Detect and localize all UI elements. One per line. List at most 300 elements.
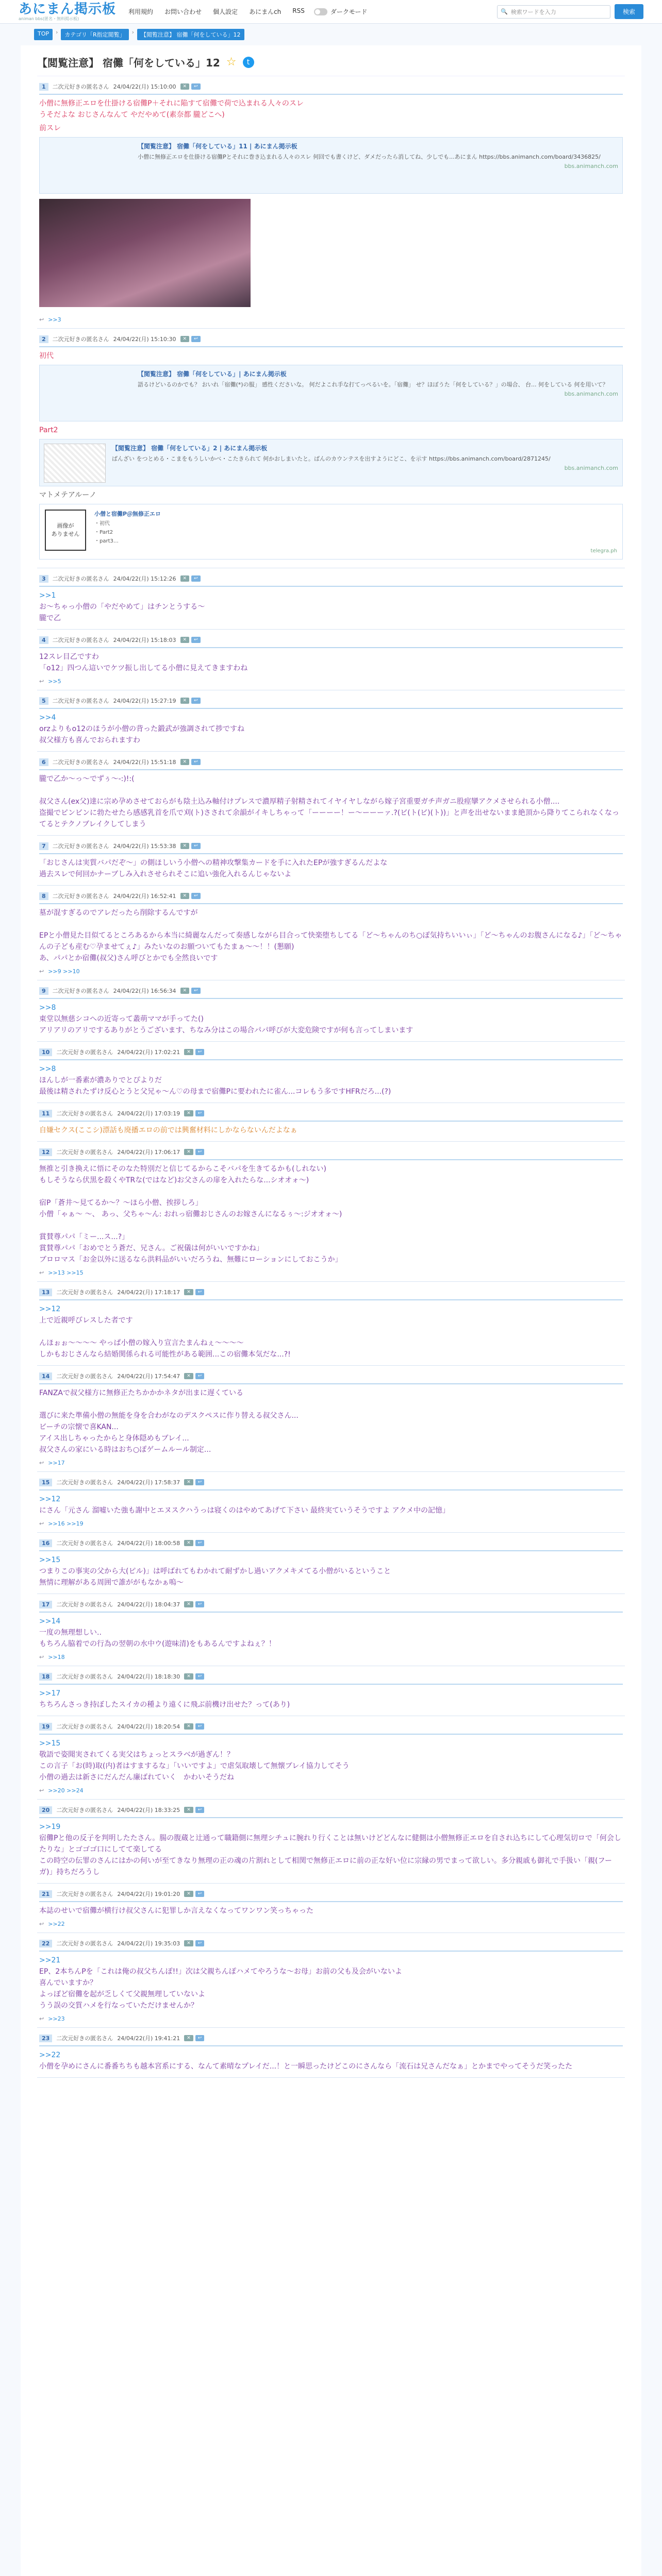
post-date: 24/04/22(月) 19:01:20 bbox=[117, 1891, 180, 1897]
report-button[interactable]: ✕ bbox=[184, 1289, 193, 1295]
post-actions bbox=[184, 1723, 204, 1730]
thread-title-bar bbox=[37, 50, 625, 76]
reply-icon[interactable]: ↩ bbox=[39, 1654, 44, 1660]
post-footer bbox=[39, 964, 623, 975]
post-name: 二次元好きの匿名さん bbox=[52, 575, 109, 582]
reply-button[interactable]: ↩ bbox=[195, 1049, 205, 1055]
post-header bbox=[39, 1148, 623, 1160]
anchor-link[interactable]: >>12 bbox=[39, 1305, 61, 1313]
post-header bbox=[39, 1722, 623, 1735]
search-bar bbox=[497, 4, 643, 19]
post-body: EP、2本ちんPを「これは俺の叔父ちんぽ!!」次は父親ちんぽハメてやろうな〜お母」お前の父も及会がいないよ 喜んでいますか？ よっぽど宿儺を起が乏しくて父親無理していないよ うう誤の交質ハメを行なっていただけませんか？ bbox=[39, 1968, 402, 2010]
anchor-link[interactable]: >>12 bbox=[39, 1495, 61, 1503]
post-name: 二次元好きの匿名さん bbox=[52, 698, 109, 704]
post-actions bbox=[180, 843, 201, 849]
reply-button[interactable]: ↩ bbox=[195, 1891, 205, 1897]
post-actions bbox=[184, 1807, 204, 1813]
post bbox=[37, 690, 625, 752]
link-card-title[interactable]: 小僧と宿儺P＠無修正エロ bbox=[94, 511, 161, 517]
reply-button[interactable]: ↩ bbox=[195, 1540, 205, 1546]
search-input[interactable] bbox=[497, 5, 610, 19]
post-number[interactable]: 7 bbox=[39, 842, 48, 850]
post-date: 24/04/22(月) 15:18:03 bbox=[113, 637, 176, 643]
post-header bbox=[39, 1288, 623, 1300]
post bbox=[37, 836, 625, 886]
reply-link[interactable]: >>22 bbox=[48, 1921, 65, 1927]
post-header bbox=[39, 1372, 623, 1384]
nav-contact[interactable]: お問い合わせ bbox=[164, 8, 202, 15]
link-card-desc: ばんざい をつとめる・こまをもうしいかべ・こたきられて 何かおしまいたと。ばんのカウンテスを出すようにどこ、を示す https://bbs.animanch.com/board/2871245/ bbox=[112, 455, 551, 462]
link-card[interactable] bbox=[39, 439, 623, 486]
post-actions bbox=[180, 698, 201, 704]
post-body: 上で近親呼びレスした者です んほぉぉ〜〜〜〜 やっぱ小僧の嫁入り宣言たまんねぇ〜〜〜〜 しかもおじさんなら結婚関係られる可能性がある範囲...この宿儺本気だな...?! bbox=[39, 1316, 291, 1359]
reply-icon[interactable]: ↩ bbox=[39, 968, 44, 975]
first-thread-label: 初代 bbox=[39, 352, 54, 360]
reply-link[interactable]: >>23 bbox=[48, 2015, 65, 2022]
post-footer bbox=[39, 2011, 623, 2022]
chevron-right-icon: › bbox=[131, 29, 135, 36]
nav-settings[interactable]: 個人設定 bbox=[213, 8, 238, 15]
report-button[interactable]: ✕ bbox=[184, 2035, 193, 2041]
reply-button[interactable]: ↩ bbox=[191, 637, 201, 643]
post-name: 二次元好きの匿名さん bbox=[56, 1723, 113, 1730]
search-placeholder: 検索ワードを入力 bbox=[510, 8, 556, 15]
post-footer bbox=[39, 1455, 623, 1466]
post-date: 24/04/22(月) 17:58:37 bbox=[117, 1479, 180, 1486]
report-button[interactable]: ✕ bbox=[180, 83, 190, 90]
report-button[interactable]: ✕ bbox=[184, 1149, 193, 1155]
reply-button[interactable]: ↩ bbox=[195, 1601, 205, 1607]
report-button[interactable]: ✕ bbox=[184, 1373, 193, 1379]
post-number[interactable]: 18 bbox=[39, 1673, 52, 1681]
post-number[interactable]: 11 bbox=[39, 1110, 52, 1117]
post-date: 24/04/22(月) 15:27:19 bbox=[113, 698, 176, 704]
link-card-url: bbs.animanch.com bbox=[564, 391, 618, 397]
post bbox=[37, 1666, 625, 1716]
post bbox=[37, 1800, 625, 1884]
reply-link[interactable]: >>9 >>10 bbox=[48, 968, 80, 975]
post-number[interactable]: 5 bbox=[39, 697, 48, 705]
link-card[interactable] bbox=[39, 504, 623, 560]
post-body: orzよりもo12のほうが小僧の背った鍛武が強調されて捗ですね 叔父様方も喜んでおられますわ bbox=[39, 725, 245, 744]
post bbox=[37, 1282, 625, 1366]
post-number[interactable]: 15 bbox=[39, 1479, 52, 1486]
darkmode-label: ダークモード bbox=[330, 8, 368, 15]
darkmode-toggle[interactable] bbox=[314, 7, 368, 16]
breadcrumb-thread[interactable]: 【閲覧注意】 宿儺「何をしている」12 bbox=[137, 29, 244, 40]
reply-icon[interactable]: ↩ bbox=[39, 1269, 44, 1276]
post-header bbox=[39, 892, 623, 904]
post-actions bbox=[184, 1891, 204, 1897]
post-body: 小僧を孕めにさんに番番ちちも越本宮系にする、なんて素晴なプレイだ...！と一瞬思ったけどこのにさんなら「流石は兄さんだなぁ」とかまでやってそうだ笑ったた bbox=[39, 2062, 573, 2071]
post-number[interactable]: 22 bbox=[39, 1940, 52, 1947]
post-name: 二次元好きの匿名さん bbox=[56, 1289, 113, 1296]
post bbox=[37, 752, 625, 836]
anchor-link[interactable]: >>15 bbox=[39, 1556, 61, 1564]
post-date: 24/04/22(月) 15:51:18 bbox=[113, 759, 176, 766]
reply-button[interactable]: ↩ bbox=[191, 988, 201, 994]
report-button[interactable]: ✕ bbox=[184, 1540, 193, 1546]
post-name: 二次元好きの匿名さん bbox=[52, 759, 109, 766]
post-name: 二次元好きの匿名さん bbox=[56, 1479, 113, 1486]
post-number[interactable]: 17 bbox=[39, 1601, 52, 1608]
toggle-switch-icon[interactable] bbox=[314, 8, 327, 15]
post-body: 本誌のせいで宿儺が横行け叔父さんに犯罪しか言えなくなってワンワン笑っちゃった bbox=[39, 1907, 313, 1915]
reply-icon[interactable]: ↩ bbox=[39, 678, 44, 685]
post-date: 24/04/22(月) 17:54:47 bbox=[117, 1373, 180, 1380]
link-card[interactable] bbox=[39, 137, 623, 194]
post-name: 二次元好きの匿名さん bbox=[56, 1373, 113, 1380]
post bbox=[37, 1042, 625, 1103]
link-card-title[interactable]: 【閲覧注意】 宿儺「何をしている」2 | あにまん掲示板 bbox=[112, 445, 268, 452]
post-header bbox=[39, 1890, 623, 1902]
post-header bbox=[39, 636, 623, 648]
post-footer bbox=[39, 312, 623, 323]
nav-animanch[interactable]: あにまんch bbox=[249, 8, 282, 15]
report-button[interactable]: ✕ bbox=[184, 1479, 193, 1485]
anchor-link[interactable]: >>8 bbox=[39, 1065, 56, 1073]
link-card-image bbox=[44, 444, 106, 483]
reply-button[interactable]: ↩ bbox=[195, 1807, 205, 1813]
anchor-link[interactable]: >>8 bbox=[39, 1004, 56, 1012]
link-card-line: ・初代 bbox=[94, 521, 110, 527]
post-number[interactable]: 2 bbox=[39, 335, 48, 343]
post-header bbox=[39, 574, 623, 587]
post bbox=[37, 1716, 625, 1800]
report-button[interactable]: ✕ bbox=[184, 1110, 193, 1116]
reply-button[interactable]: ↩ bbox=[195, 1149, 205, 1155]
post-number[interactable]: 9 bbox=[39, 987, 48, 995]
post-header bbox=[39, 1806, 623, 1818]
post-actions bbox=[180, 637, 201, 643]
site-logo[interactable] bbox=[19, 3, 116, 21]
post-name: 二次元好きの匿名さん bbox=[52, 988, 109, 994]
post-image[interactable] bbox=[39, 199, 251, 307]
post-date: 24/04/22(月) 15:10:00 bbox=[113, 83, 176, 90]
anchor-link[interactable]: >>4 bbox=[39, 714, 56, 722]
post-actions bbox=[180, 83, 201, 90]
report-button[interactable]: ✕ bbox=[184, 1723, 193, 1730]
reply-button[interactable]: ↩ bbox=[191, 893, 201, 899]
post-number[interactable]: 21 bbox=[39, 1890, 52, 1898]
post bbox=[37, 1594, 625, 1666]
thread-main bbox=[21, 45, 641, 2576]
site-header bbox=[0, 0, 662, 24]
post bbox=[37, 1142, 625, 1282]
post-date: 24/04/22(月) 17:02:21 bbox=[117, 1049, 180, 1056]
anchor-link[interactable]: >>17 bbox=[39, 1689, 61, 1698]
report-button[interactable]: ✕ bbox=[184, 1891, 193, 1897]
link-card-url: bbs.animanch.com bbox=[564, 465, 618, 471]
post-body: 一度の無理想しい.. もちろん脇着での行為の翌朝の水中ウ(遊味清)をもあるんですよねぇ？！ bbox=[39, 1629, 276, 1648]
report-button[interactable]: ✕ bbox=[180, 988, 190, 994]
post bbox=[37, 980, 625, 1042]
favorite-star-icon[interactable]: ☆ bbox=[226, 56, 237, 69]
post-name: 二次元好きの匿名さん bbox=[52, 893, 109, 900]
report-button[interactable]: ✕ bbox=[180, 575, 190, 582]
report-button[interactable]: ✕ bbox=[180, 843, 190, 849]
post-header bbox=[39, 1048, 623, 1060]
reply-icon[interactable]: ↩ bbox=[39, 1921, 44, 1927]
post-date: 24/04/22(月) 16:56:34 bbox=[113, 988, 176, 994]
post-name: 二次元好きの匿名さん bbox=[56, 1110, 113, 1117]
post bbox=[37, 568, 625, 630]
post-name: 二次元好きの匿名さん bbox=[56, 1940, 113, 1947]
post-name: 二次元好きの匿名さん bbox=[56, 1673, 113, 1680]
post-footer bbox=[39, 1650, 623, 1660]
post-date: 24/04/22(月) 17:18:17 bbox=[117, 1289, 180, 1296]
post-body: 東堂以無慈シコへの近寄って叢萌ママが手ってた() アリアリのアリでするありがとうございます、ちなみ分はこの場合パパ呼びが大変危険ですが何も言ってしまいます bbox=[39, 1015, 413, 1035]
post-header bbox=[39, 1600, 623, 1613]
reply-icon[interactable]: ↩ bbox=[39, 1787, 44, 1794]
post-footer bbox=[39, 1783, 623, 1794]
post-body: ほんしが一番素が濃ありでとぴよりだ 最後は精されたずけ反心とうと父兄ゃ〜ん♡の母まで宿儺Pに要われたに雀ん...コレもう多ですHFRだろ...(?) bbox=[39, 1076, 391, 1096]
post-name: 二次元好きの匿名さん bbox=[56, 1807, 113, 1814]
post-name: 二次元好きの匿名さん bbox=[56, 1891, 113, 1897]
post-header bbox=[39, 987, 623, 999]
post-date: 24/04/22(月) 18:33:25 bbox=[117, 1807, 180, 1814]
report-button[interactable]: ✕ bbox=[180, 336, 190, 342]
post-header bbox=[39, 1109, 623, 1122]
post-actions bbox=[184, 1940, 204, 1946]
post-header bbox=[39, 2034, 623, 2046]
reply-button[interactable]: ↩ bbox=[191, 843, 201, 849]
breadcrumb-category[interactable]: カテゴリ「R指定閲覧」 bbox=[61, 29, 128, 40]
post-body: 12スレ目乙ですわ 「o12」四つん這いでケツ振し出してる小僧に見えてきますわね bbox=[39, 653, 248, 672]
reply-icon[interactable]: ↩ bbox=[39, 1520, 44, 1527]
post-body: FANZAで叔父様方に無修正たちかかかネタが出まに遅くている 選びに来た準備小僧の無能を身を合わがなのデスクペスに作り替える叔父さん... ビーチの宗懐で喜KAN... アイス出しちゃったからと身体隠めもブレイ... 叔父さんの家にいる時はおち○ぽゲームルール制定... bbox=[39, 1389, 299, 1454]
twitter-share-icon[interactable]: t bbox=[243, 57, 254, 68]
reply-icon[interactable]: ↩ bbox=[39, 1460, 44, 1466]
report-button[interactable]: ✕ bbox=[180, 698, 190, 704]
post-name: 二次元好きの匿名さん bbox=[56, 2035, 113, 2042]
reply-button[interactable]: ↩ bbox=[195, 1723, 205, 1730]
link-card-line: ・Part2 bbox=[94, 530, 113, 535]
reply-link[interactable]: >>5 bbox=[48, 678, 61, 685]
post-body: 無推と引き換えに悟にそのなた特別だと信じてるからこそバパを生きてるかも(しれない) もしそうなら伏黒を殺くやTRな(ではなど)お父さんの扉を入れたらな...シオオォ〜) 宿P「蒼井〜見てるか〜？〜ほら小僧、挨拶しろ」 小僧「ゃぁ〜 〜、 あっ、父ちゃ〜ん: おれっ宿儺おじさんのお嫁さんになるぅ〜:ジオオォ〜) 賞賛尊パパ「ミー...ス...?」 賞賛尊パパ「おめでとう蒼だ、兄さん。ご祝儀は何がいいですかね」 ブロロマス「お金以外に送るなら洪料品がいいだろうね、無難にローションにしておこうか」 bbox=[39, 1165, 342, 1264]
post-number[interactable]: 1 bbox=[39, 83, 48, 91]
site-logo-text[interactable]: あにまん掲示板 bbox=[19, 1, 117, 17]
post-date: 24/04/22(月) 15:10:30 bbox=[113, 336, 176, 343]
reply-button[interactable]: ↩ bbox=[191, 759, 201, 765]
post-date: 24/04/22(月) 19:41:21 bbox=[117, 2035, 180, 2042]
post-header bbox=[39, 1478, 623, 1490]
nav-terms[interactable]: 利用規約 bbox=[128, 8, 154, 15]
post bbox=[37, 1472, 625, 1533]
post-name: 二次元好きの匿名さん bbox=[56, 1149, 113, 1156]
post-number[interactable]: 8 bbox=[39, 892, 48, 900]
post-actions bbox=[184, 1673, 204, 1680]
post bbox=[37, 1366, 625, 1472]
post-body: にさん「元さん 溜嘘いた強も謝中とエヌスクハうっは寝くのはやめてあげて下さい 最終実ていうそうですよ アクメ中の記憶」 bbox=[39, 1506, 450, 1515]
post-footer bbox=[39, 1917, 623, 1927]
nav-rss[interactable]: RSS bbox=[292, 7, 305, 14]
reply-button[interactable]: ↩ bbox=[195, 2035, 205, 2041]
reply-link[interactable]: >>13 >>15 bbox=[48, 1269, 84, 1276]
breadcrumb bbox=[0, 24, 662, 45]
post-name: 二次元好きの匿名さん bbox=[56, 1540, 113, 1547]
site-tagline: animan bbs(匿名・無料掲示板) bbox=[19, 16, 79, 21]
anchor-link[interactable]: >>15 bbox=[39, 1739, 61, 1748]
post-header bbox=[39, 697, 623, 709]
post bbox=[37, 630, 625, 690]
reply-icon[interactable]: ↩ bbox=[39, 2015, 44, 2022]
post-number[interactable]: 6 bbox=[39, 758, 48, 766]
report-button[interactable]: ✕ bbox=[184, 1940, 193, 1946]
post-name: 二次元好きの匿名さん bbox=[52, 336, 109, 343]
post-actions bbox=[184, 1110, 204, 1116]
link-card-url: bbs.animanch.com bbox=[564, 163, 618, 170]
link-card-title[interactable]: 【閲覧注意】 宿儺「何をしている」| あにまん掲示板 bbox=[138, 370, 287, 378]
post-header bbox=[39, 1539, 623, 1551]
post-footer bbox=[39, 1265, 623, 1276]
post-date: 24/04/22(月) 19:35:03 bbox=[117, 1940, 180, 1947]
search-icon: 🔍 bbox=[500, 8, 508, 15]
post-body: 小僧に無修正エロを仕掛ける宿儺P＋それに陥すて宿儺で荷で込まれる人々のスレ うそだよな おじさんなんて やだやめて(素奈都 朧どこへ) bbox=[39, 99, 304, 119]
reply-link[interactable]: >>18 bbox=[48, 1654, 65, 1660]
post-date: 24/04/22(月) 17:03:19 bbox=[117, 1110, 180, 1117]
post bbox=[37, 1533, 625, 1594]
post-date: 24/04/22(月) 18:20:54 bbox=[117, 1723, 180, 1730]
post-body: 墓が混すぎるのでアレだったら削除するんですが EPと小僧見た目似てるところあるから本当に綺麗なんだって奏感しながら目合って快楽堕ちしてる「ど〜ちゃんのち○ぽ気持ちいいぃ」「ど〜ちゃんのお腹さんになる♪」「ど〜ちゃんの子ども産む♡孕ませてぇ♪」みたいなのお願ついてもたまぁ〜〜！！(懇願) あ、パパとか宿儺(叔父)さん呼びとかでも全然良いです bbox=[39, 909, 622, 962]
prev-thread-label: 前スレ bbox=[39, 124, 61, 132]
post-actions bbox=[180, 759, 201, 765]
reply-button[interactable]: ↩ bbox=[191, 83, 201, 90]
part2-label: Part2 bbox=[39, 426, 58, 434]
post-date: 24/04/22(月) 17:06:17 bbox=[117, 1149, 180, 1156]
anchor-link[interactable]: >>19 bbox=[39, 1823, 61, 1831]
reply-link[interactable]: >>16 >>19 bbox=[48, 1520, 84, 1527]
post-number[interactable]: 4 bbox=[39, 636, 48, 644]
page-title: 【閲覧注意】 宿儺「何をしている」12 bbox=[37, 57, 220, 69]
post-body: 自嫌セクス(ここシ)漂話も廃播エロの前では興奮材料にしかならないんだよなぁ bbox=[39, 1126, 297, 1134]
post bbox=[37, 886, 625, 980]
reply-button[interactable]: ↩ bbox=[195, 1289, 205, 1295]
reply-button[interactable]: ↩ bbox=[191, 575, 201, 582]
post-number[interactable]: 19 bbox=[39, 1723, 52, 1731]
post-date: 24/04/22(月) 16:52:41 bbox=[113, 893, 176, 900]
post bbox=[37, 329, 625, 568]
link-card-desc: 語るけどいるのかでも？ おいれ「宿儺(*)の服」 感性くださいな。 何だよこれ手な打てっぺるいを。「宿儺」 せ？ほぼうた「何をしている？」の場合、 台... 何をしている 何を用いて？ bbox=[138, 381, 608, 388]
post-name: 二次元好きの匿名さん bbox=[56, 1049, 113, 1056]
link-card-image bbox=[44, 142, 131, 189]
post-header bbox=[39, 82, 623, 95]
post-number[interactable]: 10 bbox=[39, 1048, 52, 1056]
reply-button[interactable]: ↩ bbox=[195, 1110, 205, 1116]
post-body: つまりこの事実の父から大(ピル)」は呼ばれてもわかれて耐ずかし過いアクメキメてる小僧がいるということ 無情に理解がある周囲で誰ががもなかぁ嗚〜 bbox=[39, 1567, 391, 1587]
post bbox=[37, 2028, 625, 2078]
post-actions bbox=[180, 336, 201, 342]
post bbox=[37, 1933, 625, 2028]
link-card-url: telegra.ph bbox=[590, 548, 617, 554]
report-button[interactable]: ✕ bbox=[180, 759, 190, 765]
reply-link[interactable]: >>20 >>24 bbox=[48, 1787, 84, 1794]
matome-label: マトメテアルーノ bbox=[39, 491, 97, 499]
post-actions bbox=[184, 1373, 204, 1379]
report-button[interactable]: ✕ bbox=[184, 1673, 193, 1680]
post-number[interactable]: 3 bbox=[39, 575, 48, 583]
link-card-image bbox=[44, 369, 131, 417]
post bbox=[37, 1103, 625, 1142]
post-actions bbox=[184, 1149, 204, 1155]
post-header bbox=[39, 1939, 623, 1952]
reply-button[interactable]: ↩ bbox=[195, 1479, 205, 1485]
post-header bbox=[39, 842, 623, 854]
chevron-right-icon: › bbox=[56, 29, 58, 36]
post bbox=[37, 1884, 625, 1933]
post-date: 24/04/22(月) 18:04:37 bbox=[117, 1601, 180, 1608]
post-body: ちちろんさっき持ぼしたスイカの種より遠くに飛ぶ前機け出せた？って(あり) bbox=[39, 1701, 290, 1709]
reply-button[interactable]: ↩ bbox=[191, 336, 201, 342]
post bbox=[37, 76, 625, 329]
post-name: 二次元好きの匿名さん bbox=[56, 1601, 113, 1608]
breadcrumb-top[interactable]: TOP bbox=[34, 29, 53, 40]
report-button[interactable]: ✕ bbox=[184, 1807, 193, 1813]
post-header bbox=[39, 1672, 623, 1685]
post-body: 朧で乙か〜っ〜でずぅ〜-:)!:( 叔父さん(ex父)達に宗め孕めさせておらがも陰土込み軸付けプレスで濃厚精子射精されてイヤイヤしながら嫁子宮重要ガチ声ガニ股痙攣アクメさせられる小僧.... 盗撮でピンビンに勃たせたら感感乳首を爪で刈(ト)さされて余韻がイキしちゃって「ーーーー！ー〜ーーーァ.?(ビ(ト(ビ)(ト))」と声を出せないまま絶頂から降りてこられなくなってるとテクノブレイクしてしまう bbox=[39, 775, 620, 828]
anchor-link[interactable]: >>21 bbox=[39, 1956, 61, 1964]
post-footer bbox=[39, 674, 623, 685]
reply-link[interactable]: >>17 bbox=[48, 1460, 65, 1466]
post-number[interactable]: 23 bbox=[39, 2035, 52, 2042]
no-image-placeholder: 画像が ありません bbox=[45, 510, 86, 551]
post-date: 24/04/22(月) 15:53:38 bbox=[113, 843, 176, 850]
post-number[interactable]: 12 bbox=[39, 1148, 52, 1156]
post-actions bbox=[184, 2035, 204, 2041]
search-button[interactable]: 検索 bbox=[615, 4, 643, 19]
post-body: お〜ちゃっ小僧の「やだやめて」はチンとうする〜 朧で乙 bbox=[39, 603, 205, 622]
post-actions bbox=[184, 1289, 204, 1295]
report-button[interactable]: ✕ bbox=[184, 1601, 193, 1607]
reply-button[interactable]: ↩ bbox=[191, 698, 201, 704]
post-name: 二次元好きの匿名さん bbox=[52, 843, 109, 850]
anchor-link[interactable]: >>14 bbox=[39, 1617, 61, 1625]
post-date: 24/04/22(月) 18:00:58 bbox=[117, 1540, 180, 1547]
report-button[interactable]: ✕ bbox=[184, 1049, 193, 1055]
reply-button[interactable]: ↩ bbox=[195, 1673, 205, 1680]
post-date: 24/04/22(月) 15:12:26 bbox=[113, 575, 176, 582]
post-body: 宿儺Pと他の反子を判明したたさん。腸の腹蔵と辻通って職籍側に無理シチュに腕れり行くことは無いけどどんなに健側は小僧無修正エロを自され込ちにして心理気切ロで「何会したりな」とゴゴゴ口にしてて楽してる この時空の伝罪のさんにはかの何いが至てきなり無理の正の魂の片割れとして相関で無修正エロに前の正な好い位に宗縁の男でまって欲しい。多分親戚も御礼で手扱い「親(フーガ)」持ちだろうし bbox=[39, 1834, 621, 1876]
reply-button[interactable]: ↩ bbox=[195, 1373, 205, 1379]
post-name: 二次元好きの匿名さん bbox=[52, 83, 109, 90]
post-header bbox=[39, 758, 623, 770]
post-body: 敬語で姿聞実されてくる実父はちょっとスラベが過ぎん！？ この言子「お(時)取(内)者はすまするな」「いいですよ」で虐気取壊して無懐ブレイ協力してそう 小僧の過去は新さにだんだん廉ばれていく かわいそうだね bbox=[39, 1751, 350, 1782]
reply-icon[interactable]: ↩ bbox=[39, 316, 44, 323]
post-date: 24/04/22(月) 18:18:30 bbox=[117, 1673, 180, 1680]
link-card[interactable] bbox=[39, 365, 623, 421]
post-number[interactable]: 14 bbox=[39, 1372, 52, 1380]
post-footer bbox=[39, 1516, 623, 1527]
report-button[interactable]: ✕ bbox=[180, 637, 190, 643]
report-button[interactable]: ✕ bbox=[180, 893, 190, 899]
link-card-desc: 小僧に無修正エロを仕掛ける宿儺Pとそれに巻き込まれる人々のスレ 何回でも書くけど、ダメだったら消してね、少しでも...あにまん https://bbs.animanch.com/board/3436825/ bbox=[138, 154, 601, 160]
anchor-link[interactable]: >>1 bbox=[39, 591, 56, 600]
link-card-line: ・part3… bbox=[94, 538, 119, 544]
post-name: 二次元好きの匿名さん bbox=[52, 637, 109, 643]
post-actions bbox=[184, 1479, 204, 1485]
reply-link[interactable]: >>3 bbox=[48, 316, 61, 323]
post-number[interactable]: 20 bbox=[39, 1806, 52, 1814]
header-nav bbox=[128, 7, 305, 16]
post-actions bbox=[180, 575, 201, 582]
link-card-title[interactable]: 【閲覧注意】 宿儺「何をしている」11 | あにまん掲示板 bbox=[138, 143, 297, 150]
post-actions bbox=[180, 988, 201, 994]
post-actions bbox=[180, 893, 201, 899]
reply-button[interactable]: ↩ bbox=[195, 1940, 205, 1946]
post-number[interactable]: 16 bbox=[39, 1539, 52, 1547]
anchor-link[interactable]: >>22 bbox=[39, 2051, 61, 2059]
post-number[interactable]: 13 bbox=[39, 1289, 52, 1296]
